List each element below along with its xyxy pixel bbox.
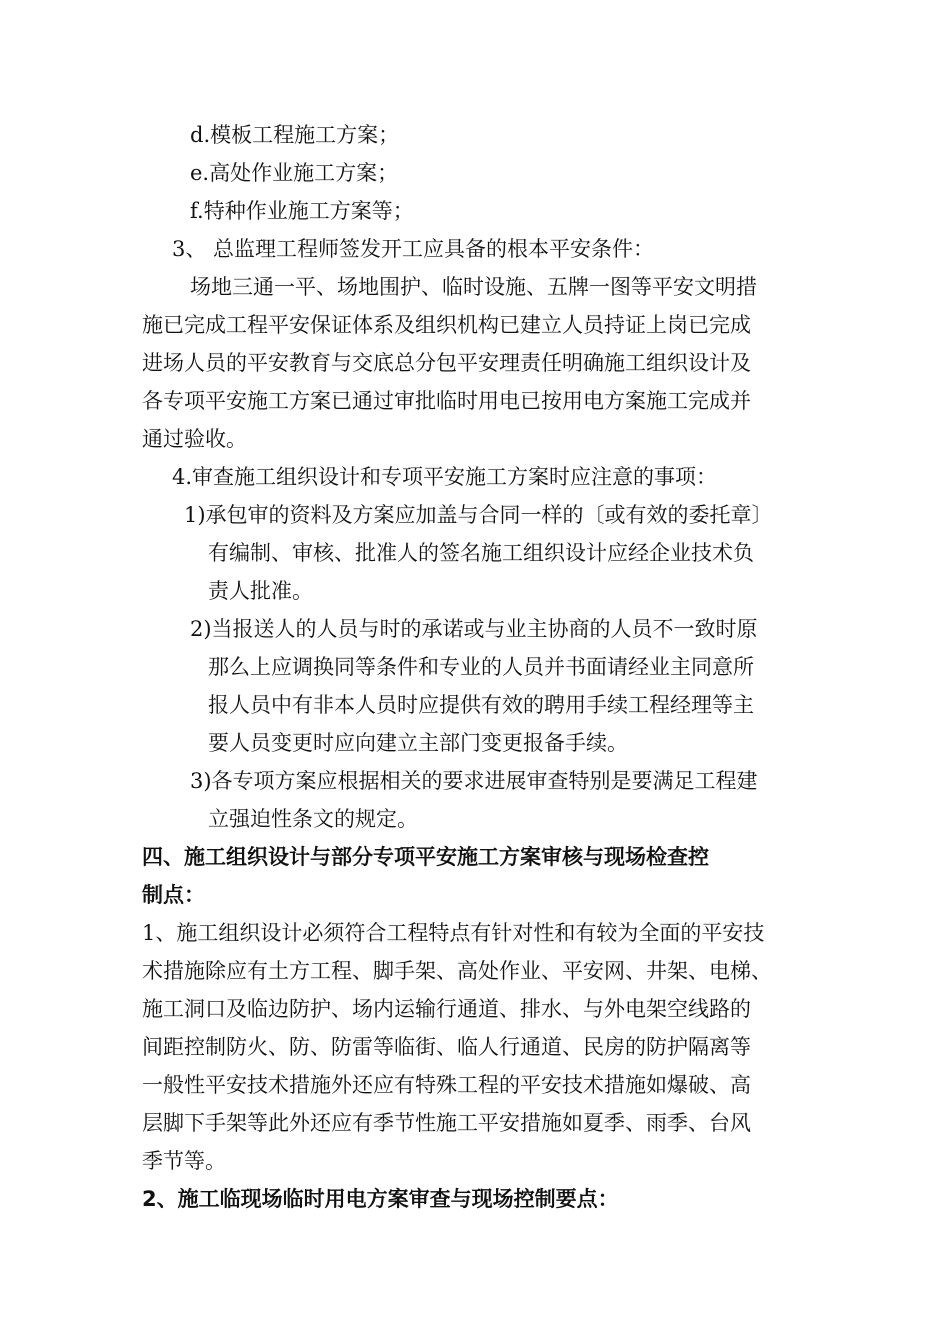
item3-heading: 3、 总监理工程师签发开工应具备的根本平安条件： <box>172 237 655 261</box>
item3-line: 施已完成工程平安保证体系及组织机构已建立人员持证上岗已完成 <box>142 313 751 337</box>
item4-sub3-line: 立强迫性条文的规定。 <box>208 807 418 831</box>
item4-sub2-line: 2)当报送人的人员与时的承诺或与业主协商的人员不一致时原 <box>190 617 758 641</box>
list-item-f: f.特种作业施工方案等； <box>190 199 414 223</box>
item4-heading: 4.审查施工组织设计和专项平安施工方案时应注意的事项： <box>172 465 718 489</box>
item3-line: 各专项平安施工方案已通过审批临时用电已按用电方案施工完成并 <box>142 389 751 413</box>
section4-para1-line: 层脚下手架等此外还应有季节性施工平安措施如夏季、雨季、台风 <box>142 1111 751 1135</box>
section4-para1-line: 季节等。 <box>142 1149 226 1173</box>
item4-sub1-line: 有编制、审核、批准人的签名施工组织设计应经企业技术负 <box>208 541 754 565</box>
item4-sub1-line: 责人批准。 <box>208 579 313 603</box>
section4-para1-line: 一般性平安技术措施外还应有特殊工程的平安技术措施如爆破、高 <box>142 1073 751 1097</box>
list-item-d: d.模板工程施工方案； <box>190 123 400 147</box>
list-item-e: e.高处作业施工方案； <box>190 161 399 185</box>
item3-line: 场地三通一平、场地围护、临时设施、五牌一图等平安文明措 <box>190 275 757 299</box>
section4-para2-heading: 2、施工临现场临时用电方案审查与现场控制要点： <box>142 1187 619 1211</box>
item4-sub2-line: 报人员中有非本人员时应提供有效的聘用手续工程经理等主 <box>208 693 754 717</box>
item3-line: 进场人员的平安教育与交底总分包平安理责任明确施工组织设计及 <box>142 351 751 375</box>
item4-sub2-line: 那么上应调换同等条件和专业的人员并书面请经业主同意所 <box>208 655 754 679</box>
section4-heading: 制点： <box>142 883 205 907</box>
section4-para1-line: 间距控制防火、防、防雷等临街、临人行通道、民房的防护隔离等 <box>142 1035 751 1059</box>
section4-para1-line: 1、施工组织设计必须符合工程特点有针对性和有较为全面的平安技 <box>142 921 765 945</box>
item4-sub3-line: 3)各专项方案应根据相关的要求进展审查特别是要满足工程建 <box>190 769 758 793</box>
section4-para1-line: 术措施除应有土方工程、脚手架、高处作业、平安网、井架、电梯、 <box>142 959 772 983</box>
section4-heading: 四、施工组织设计与部分专项平安施工方案审核与现场检查控 <box>142 845 709 869</box>
section4-para1-line: 施工洞口及临边防护、场内运输行通道、排水、与外电架空线路的 <box>142 997 751 1021</box>
item4-sub2-line: 要人员变更时应向建立主部门变更报备手续。 <box>208 731 628 755</box>
item3-line: 通过验收。 <box>142 427 247 451</box>
item4-sub1-line: 1)承包审的资料及方案应加盖与合同一样的〔或有效的委托章〕 <box>184 503 773 527</box>
